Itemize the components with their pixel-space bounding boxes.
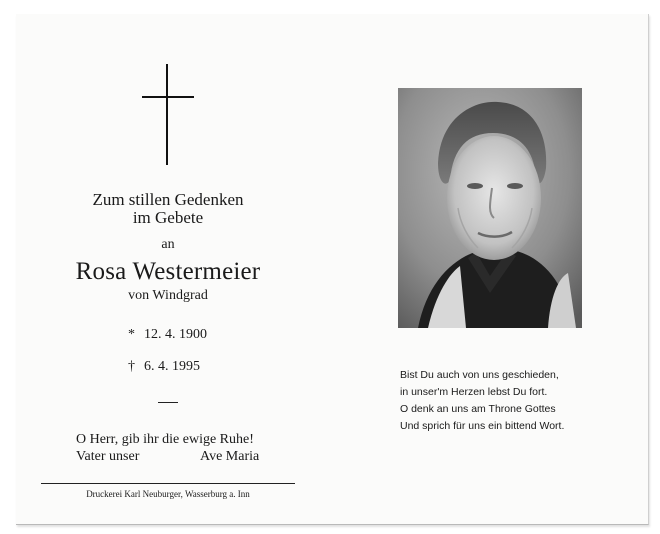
printer-rule — [41, 483, 295, 484]
prayer-ave-maria: Ave Maria — [200, 449, 260, 464]
death-date: 6. 4. 1995 — [144, 359, 200, 374]
heading-line-3: an — [161, 237, 175, 252]
heading-line-2: im Gebete — [132, 208, 204, 227]
portrait-photo — [398, 88, 582, 328]
verse-line: Und sprich für uns ein bittend Wort. — [400, 420, 565, 432]
heading-line-1: Zum stillen Gedenken — [92, 190, 244, 209]
birth-date-row — [128, 326, 207, 344]
birth-date: 12. 4. 1900 — [144, 327, 207, 342]
death-cross-icon: † — [128, 359, 135, 374]
verse-line: O denk an uns am Throne Gottes — [400, 403, 556, 415]
death-date-row — [128, 358, 200, 376]
deceased-name: Rosa Westermeier — [75, 258, 261, 285]
prayer-vater-unser: Vater unser — [76, 449, 140, 464]
origin-line: von Windgrad — [128, 288, 208, 303]
divider-dash — [158, 402, 178, 403]
verse-line: in unser'm Herzen lebst Du fort. — [400, 386, 548, 398]
prayer-line: O Herr, gib ihr die ewige Ruhe! — [76, 432, 254, 447]
printer-credit: Druckerei Karl Neuburger, Wasserburg a. Inn — [86, 489, 250, 499]
verse-line: Bist Du auch von uns geschieden, — [400, 369, 559, 381]
birth-star-icon: * — [128, 327, 135, 342]
